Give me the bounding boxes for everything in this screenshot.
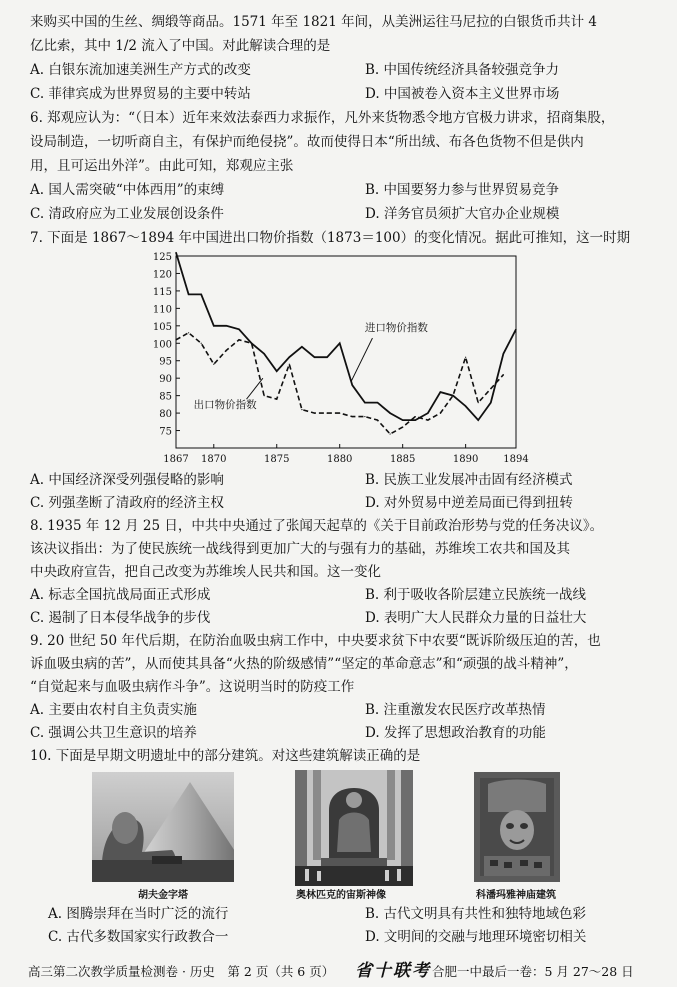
export-point: [226, 350, 227, 351]
q10-option-d: D. 文明间的交融与地理环境密切相关: [365, 929, 587, 945]
import-point: [402, 419, 403, 420]
x-tick-label: 1885: [389, 454, 416, 465]
export-point: [188, 332, 189, 333]
y-tick-label: 90: [159, 374, 172, 386]
import-point: [503, 353, 504, 354]
import-point: [314, 357, 315, 358]
q9-option-d: D. 发挥了思想政治教育的功能: [365, 725, 546, 741]
q10-option-a: A. 图腾崇拜在当时广泛的流行: [48, 906, 229, 922]
export-point: [264, 395, 265, 396]
chart-axes: [153, 252, 529, 465]
export-point: [402, 426, 403, 427]
export-point: [415, 416, 416, 417]
q7-option-b: B. 民族工业发展冲击固有经济模式: [365, 472, 573, 488]
import-point: [352, 385, 353, 386]
export-index-line: [176, 333, 503, 434]
q8-line-3: 中央政府宣告，把自己改变为苏维埃人民共和国。这一变化: [30, 564, 381, 580]
export-series-label: 出口物价指数: [193, 398, 257, 411]
export-point: [339, 412, 340, 413]
import-point: [427, 412, 428, 413]
y-tick-label: 85: [159, 391, 172, 403]
q5-option-a: A. 白银东流加速美洲生产方式的改变: [30, 62, 251, 78]
q10-line-1: 10. 下面是早期文明遗址中的部分建筑。对这些建筑解读正确的是: [30, 748, 421, 764]
export-point: [503, 374, 504, 375]
y-tick-label: 100: [152, 339, 172, 351]
q5-option-c: C. 菲律宾成为世界贸易的主要中转站: [30, 86, 251, 102]
q8-option-b: B. 利于吸收各阶层建立民族统一战线: [365, 587, 587, 603]
export-point: [213, 364, 214, 365]
import-point: [515, 329, 516, 330]
import-series-label: 进口物价指数: [364, 322, 428, 335]
q9-line-3: “自觉起来与血吸虫病作斗争”。这说明当时的防疫工作: [30, 679, 355, 695]
export-point: [452, 395, 453, 396]
q6-line-3: 用，且可运出外洋”。由此可知，郑观应主张: [30, 158, 294, 174]
import-point: [201, 294, 202, 295]
q10-option-c: C. 古代多数国家实行政教合一: [48, 929, 229, 945]
q8-line-1: 8. 1935 年 12 月 25 日，中共中央通过了张闻天起草的《关于目前政治形势与党的任务决议》。: [30, 518, 604, 534]
q10-option-b: B. 古代文明具有共性和独特地域色彩: [365, 906, 587, 922]
import-point: [465, 406, 466, 407]
q8-option-d: D. 表明广大人民群众力量的日益壮大: [365, 610, 587, 626]
export-point: [490, 388, 491, 389]
q5-option-d: D. 中国被卷入资本主义世界市场: [365, 86, 560, 102]
export-point: [465, 357, 466, 358]
q9-option-c: C. 强调公共卫生意识的培养: [30, 725, 197, 741]
q6-option-c: C. 清政府应为工业发展创设条件: [30, 206, 224, 222]
export-point: [389, 433, 390, 434]
q8-option-a: A. 标志全国抗战局面正式形成: [30, 587, 211, 603]
q8-line-2: 该决议指出：为了使民族统一战线得到更加广大的与强有力的基础，苏维埃工农共和国及其: [30, 541, 570, 557]
footer-right: 合肥一中最后一卷：5 月 27～28 日: [432, 964, 634, 979]
q9-option-b: B. 注重激发农民医疗改革热情: [365, 702, 546, 718]
export-point: [440, 412, 441, 413]
import-index-line: [176, 253, 516, 421]
q7-option-a: A. 中国经济深受列强侵略的影响: [30, 472, 224, 488]
import-point: [339, 343, 340, 344]
import-point: [327, 357, 328, 358]
export-point: [289, 364, 290, 365]
import-point: [264, 353, 265, 354]
q5-line-1: 来购买中国的生丝、绸缎等商品。1571 年至 1821 年间，从美洲运往马尼拉的白银货币共计 4: [30, 14, 597, 30]
maya-caption: 科潘玛雅神庙建筑: [476, 890, 556, 901]
q7-line-1: 7. 下面是 1867～1894 年中国进出口物价指数（1873＝100）的变化情况。据此可推知，这一时期: [30, 230, 631, 246]
zeus-statue-engraving: [295, 770, 413, 886]
import-point: [188, 294, 189, 295]
export-point: [251, 343, 252, 344]
y-tick-label: 105: [152, 321, 172, 333]
chart-labels: [194, 321, 429, 411]
import-point: [301, 346, 302, 347]
export-point: [478, 402, 479, 403]
q5-line-2: 亿比索，其中 1/2 流入了中国。对此解读合理的是: [30, 38, 331, 54]
q9-line-2: 诉血吸虫病的苦”，从而使其具备“火热的阶级感情”“坚定的革命意志”和“顽强的战斗精神”，: [30, 656, 578, 672]
import-point: [276, 371, 277, 372]
import-point: [226, 325, 227, 326]
q6-option-b: B. 中国要努力参与世界贸易竞争: [365, 182, 560, 198]
footer-left: 高三第二次教学质量检测卷 · 历史 第 2 页（共 6 页）: [28, 964, 335, 979]
import-point: [440, 392, 441, 393]
x-tick-label: 1880: [326, 454, 353, 465]
x-tick-label: 1890: [452, 454, 479, 465]
q5-option-b: B. 中国传统经济具备较强竞争力: [365, 62, 560, 78]
export-point: [238, 339, 239, 340]
q9-option-a: A. 主要由农村自主负责实施: [30, 702, 197, 718]
export-point: [327, 412, 328, 413]
import-point: [389, 412, 390, 413]
export-point: [175, 339, 176, 340]
x-tick-label: 1870: [201, 454, 227, 465]
import-point: [238, 329, 239, 330]
pyramid-caption: 胡夫金字塔: [138, 890, 188, 901]
export-point: [301, 409, 302, 410]
x-tick-label: 1867: [163, 454, 189, 465]
import-point: [478, 419, 479, 420]
q7-option-d: D. 对外贸易中逆差局面已得到扭转: [365, 495, 573, 511]
q6-option-a: A. 国人需突破“中体西用”的束缚: [30, 182, 225, 198]
export-point: [427, 419, 428, 420]
import-point: [175, 252, 176, 253]
q6-line-1: 6. 郑观应认为：“（日本）近年来效法泰西力求振作，凡外来货物悉令地方官极力讲求，招商集股，: [30, 110, 615, 126]
q9-line-1: 9. 20 世纪 50 年代后期，在防治血吸虫病工作中，中央要求贫下中农要“既诉阶级压迫的苦，也: [30, 633, 601, 649]
y-tick-label: 75: [159, 426, 172, 438]
y-tick-label: 110: [152, 304, 172, 316]
y-tick-label: 80: [159, 409, 172, 421]
import-point: [490, 402, 491, 403]
import-point: [364, 402, 365, 403]
export-point: [377, 419, 378, 420]
import-point: [289, 357, 290, 358]
q6-line-2: 设局制造，一切听商自主，有保护而绝侵挠”。故而使得日本“所出绒、布各色货物不但是供内: [30, 134, 584, 150]
import-point: [213, 325, 214, 326]
export-point: [314, 412, 315, 413]
pyramid-photo: [92, 772, 234, 882]
export-point: [276, 399, 277, 400]
x-tick-label: 1875: [264, 454, 290, 465]
footer-brand: 省十联考: [355, 961, 431, 981]
q6-option-d: D. 洋务官员须扩大官办企业规模: [365, 206, 560, 222]
export-point: [364, 416, 365, 417]
export-point: [352, 416, 353, 417]
maya-temple-photo: [474, 772, 560, 882]
plot-frame: [176, 256, 516, 448]
q8-option-c: C. 遏制了日本侵华战争的步伐: [30, 610, 211, 626]
export-label-pointer: [247, 378, 263, 399]
y-tick-label: 115: [152, 286, 172, 298]
x-tick-label: 1894: [503, 454, 529, 465]
y-tick-label: 120: [152, 269, 172, 281]
import-point: [415, 419, 416, 420]
q7-option-c: C. 列强垄断了清政府的经济主权: [30, 495, 224, 511]
zeus-caption: 奥林匹克的宙斯神像: [296, 890, 386, 901]
price-index-chart: [140, 248, 530, 470]
y-tick-label: 125: [152, 252, 172, 263]
y-tick-label: 95: [159, 356, 172, 368]
import-label-pointer: [351, 338, 372, 382]
import-point: [377, 402, 378, 403]
export-point: [201, 343, 202, 344]
